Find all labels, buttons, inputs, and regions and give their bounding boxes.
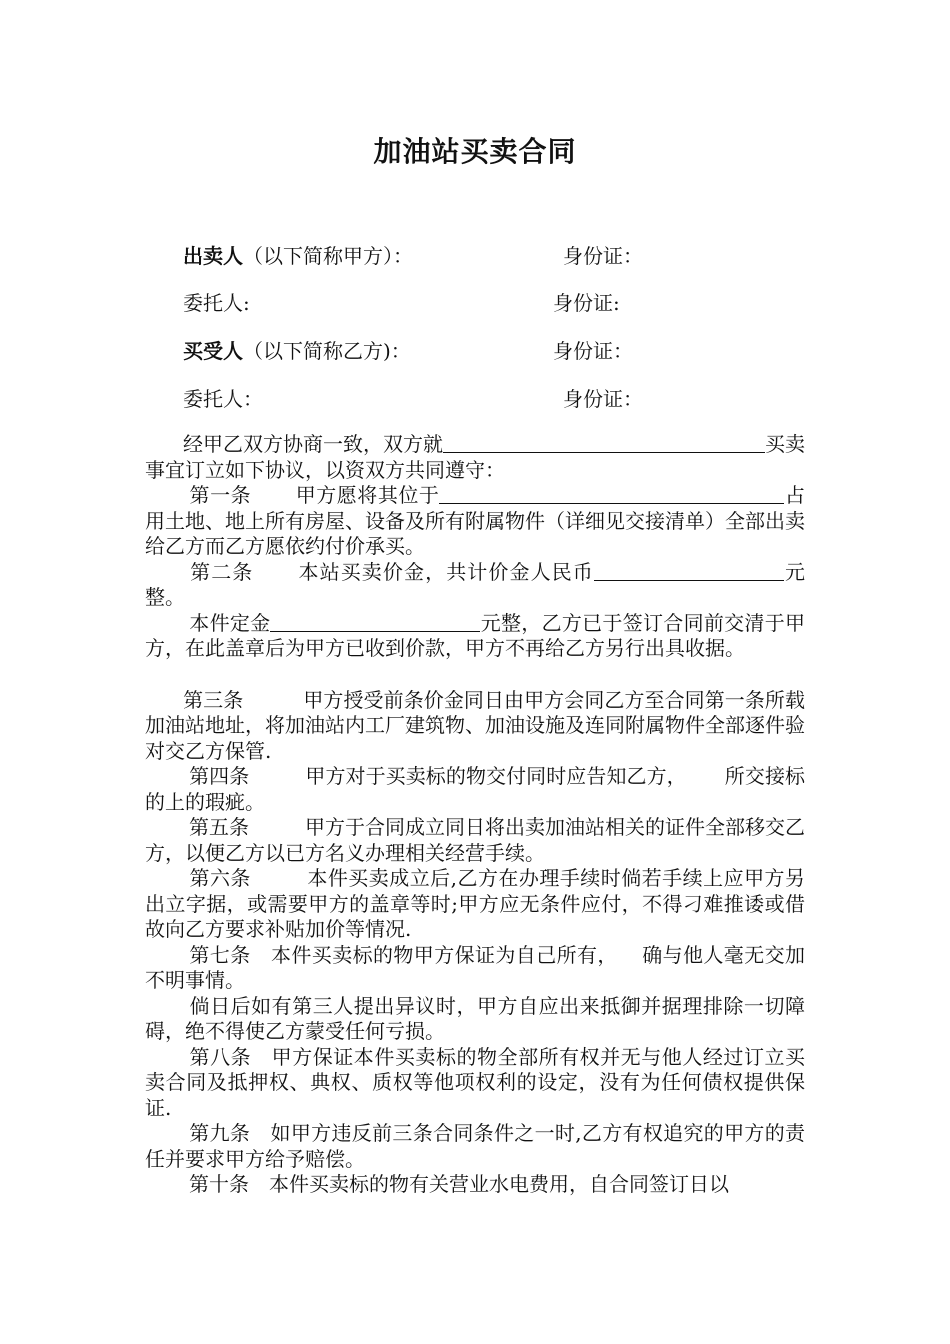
intro-paragraph: 经甲乙双方协商一致，双方就 买卖事宜订立如下协议，以资双方共同遵守： [145,432,805,482]
seller-line [183,243,413,269]
clause-5: 第五条 甲方于合同成立同日将出卖加油站相关的证件全部移交乙方，以便乙方以已方名义办理相关经营手续。 [145,815,805,865]
clause-8-label: 第八条 [189,1044,252,1069]
clause-5-label: 第五条 [189,815,249,839]
buyer-agent-label: 委托人： [183,387,263,411]
clause-7-label: 第七条 [189,942,251,967]
clause-9: 第九条 如甲方违反前三条合同条件之一时,乙方有权追究的甲方的责任并要求甲方给予赔偿。 [145,1121,806,1171]
seller-id-label: 身份证： [563,244,643,268]
buyer-label: 买受人 [183,339,243,363]
document-title: 加油站买卖合同 [373,135,577,168]
buyer-line [183,338,411,364]
location-blank [439,483,784,504]
deposit-blank [270,611,480,632]
buyer-id-label: 身份证： [553,339,633,363]
seller-note: （以下简称甲方）： [243,244,413,268]
clause-2-label: 第二条 [189,559,254,584]
clause-10: 第十条 本件买卖标的物有关营业水电费用，自合同签订日以 [189,1172,729,1196]
buyer-agent-id-label: 身份证： [563,387,643,411]
clause-2-deposit: 本件定金 元整，乙方已于签订合同前交清于甲方，在此盖章后为甲方已收到价款，甲方不再给乙方另行出具收据。 [145,610,806,660]
clause-2: 第二条 本站买卖价金，共计价金人民币 元整。 [145,559,806,609]
clause-10-label: 第十条 [189,1172,249,1196]
clause-7-sub: 倘日后如有第三人提出异议时，甲方自应出来抵御并据理排除一切障碍，绝不得使乙方蒙受任何亏损。 [145,993,805,1043]
clause-3-label: 第三条 [183,687,244,712]
clause-9-label: 第九条 [189,1121,251,1145]
seller-agent-id-label: 身份证: [553,291,620,315]
subject-blank [443,432,765,453]
contract-body [145,432,805,1198]
clause-4-label: 第四条 [189,764,250,788]
price-blank [594,560,784,581]
clause-6-label: 第六条 [189,866,251,890]
clause-8: 第八条 甲方保证本件买卖标的物全部所有权并无与他人经过订立买卖合同及抵押权、典权、质权等他项权利的设定，没有为任何债权提供保证. [145,1044,806,1120]
buyer-note: （以下简称乙方)： [243,339,411,363]
clause-6: 第六条 本件买卖成立后,乙方在办理手续时倘若手续上应甲方另出立字据，或需要甲方的盖章等时;甲方应无条件应付，不得刁难推诿或借故向乙方要求补贴加价等情况. [145,866,806,941]
clause-7: 第七条 本件买卖标的物甲方保证为自己所有， 确与他人毫无交加不明事情。 [145,942,806,992]
clause-4: 第四条 甲方对于买卖标的物交付同时应告知乙方， 所交接标的上的瑕疵。 [145,764,806,814]
clause-1-label: 第一条 [189,483,252,507]
seller-agent-label: 委托人: [183,291,250,315]
clause-1: 第一条 甲方愿将其位于 占用土地、地上所有房屋、设备及所有附属物件（详细见交接清单）全部出卖给乙方而乙方愿依约付价承买。 [145,483,806,558]
seller-label: 出卖人 [183,244,243,268]
clause-3: 第三条 甲方授受前条价金同日由甲方会同乙方至合同第一条所载加油站地址，将加油站内工厂建筑物、加油设施及连同附属物件全部逐件验对交乙方保管. [145,687,806,763]
